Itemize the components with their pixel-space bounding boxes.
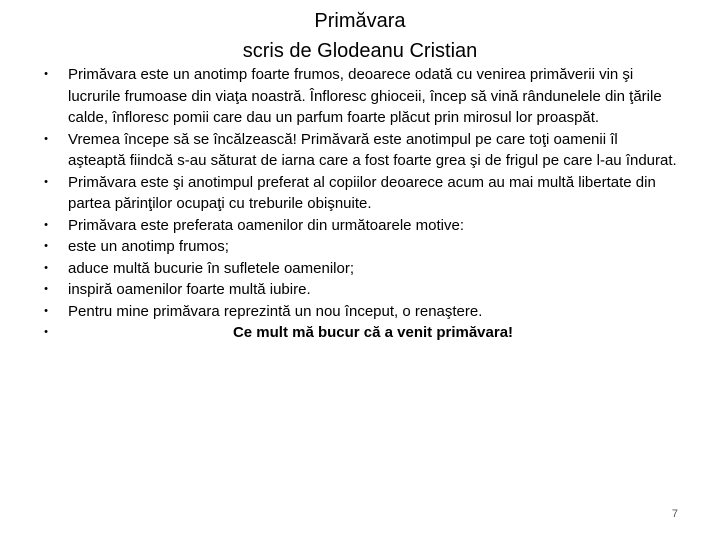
list-item-closing xyxy=(38,322,678,344)
title-line-1: Primăvara xyxy=(314,10,406,32)
list-item xyxy=(38,236,678,258)
list-item-text: Primăvara este preferata oamenilor din următoarele motive: xyxy=(68,216,465,234)
bullet-icon: • xyxy=(44,240,48,252)
bullet-icon: • xyxy=(44,304,48,317)
list-item xyxy=(38,64,678,129)
list-item-text: inspiră oamenilor foarte multă iubire. xyxy=(68,281,311,298)
page-number: 7 xyxy=(671,508,678,520)
bullet-icon: • xyxy=(44,283,48,295)
bullet-icon: • xyxy=(44,326,48,338)
bullet-icon: • xyxy=(44,261,48,274)
bullet-icon: • xyxy=(44,68,48,80)
list-item xyxy=(38,258,678,280)
list-item-text: Pentru mine primăvara reprezintă un nou început, o renaştere. xyxy=(68,302,483,320)
bullet-list xyxy=(38,64,678,344)
closing-line: Ce mult mă bucur că a venit primăvara! xyxy=(232,324,514,341)
list-item xyxy=(38,129,678,172)
list-item-text: Primăvara este un anotimp foarte frumos, deoarece odată cu venirea primăverii vin şi lucrurile frumoase din viaţa noastră. Înfloresc ghioceii, încep să vină rândunelele din ţările calde, înfloresc pomii care dau un parfum foarte plăcut prin mirosul lor proaspăt. xyxy=(68,66,662,126)
list-item-text: Primăvara este şi anotimpul preferat al copiilor deoarece acum au mai multă libertate din partea părinţilor ocupaţi cu treburile obişnuite. xyxy=(68,173,656,212)
list-item-text: aduce multă bucurie în sufletele oamenilor; xyxy=(68,259,354,277)
bullet-icon: • xyxy=(44,132,48,145)
list-item xyxy=(38,215,678,237)
slide-title xyxy=(0,6,720,66)
title-line-2: scris de Glodeanu Cristian xyxy=(242,40,478,62)
list-item-text: Vremea începe să se încălzească! Primăvară este anotimpul pe care toţi oamenii îl aşteaptă fiindcă s-au săturat de iarna care a fost foarte grea şi de frigul pe care l-au îndurat. xyxy=(68,130,677,169)
list-item-text: este un anotimp frumos; xyxy=(68,238,229,255)
list-item xyxy=(38,301,678,323)
list-item xyxy=(38,172,678,215)
bullet-icon: • xyxy=(44,218,48,231)
bullet-icon: • xyxy=(44,175,48,188)
list-item xyxy=(38,279,678,301)
